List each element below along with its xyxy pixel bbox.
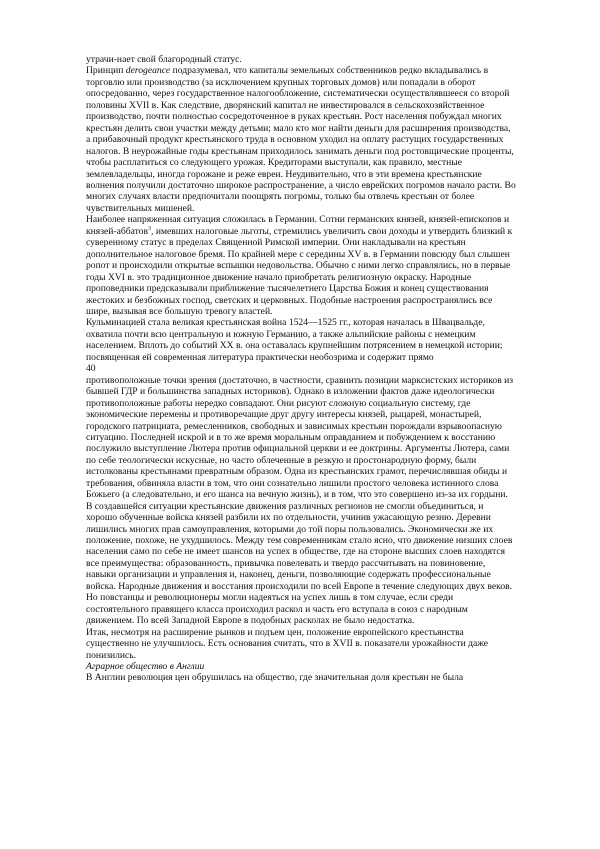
page-number: 40 xyxy=(86,363,96,375)
paragraph: противоположные точки зрения (достаточно, в частности, сравнить позиции марксистских историков из бывшей ГДР и большинства западных историков). Однако в изложении фактов даже идеологически противоположные работы нередко совпадают. Они рисуют сложную социальную систему, где экономические перемены и противоречащие друг другу интересы князей, рыцарей, монастырей, городского патрициата, ремесленников, свободных и зависимых крестьян порождали взрывоопасную ситуацию. Последней искрой и в то же время моральным оправданием и побуждением к восстанию послужило выступление Лютера против официальной церкви и ее доктрины. Аргументы Лютера, сами по себе теологически искусные, но часто облеченные в резкую и простонародную форму, были истолкованы крестьянами превратным образом. Одна из крестьянских грамот, перечислявшая обиды и требования, обвиняла власти в том, что они сознательно лишили простого человека истинного слова Божьего (а следовательно, и его шанса на вечную жизнь), и в том, что это совершено из-за их гордыни. xyxy=(86,374,514,501)
paragraph: В Англии революция цен обрушилась на общество, где значительная доля крестьян не была xyxy=(86,672,464,684)
text-run: , имевших налоговые льготы, стремились увеличить свои доходы и утвердить близкий к суверенному статус в пределах Священной Римской империи. Они накладывали на крестьян дополнительное налоговое бремя. По крайней мере с середины XV в. в Германии повсюду был слышен ропот и происходили открытые вспышки недовольства. Обычно с ними легко справлялись, но в первые годы XVI в. это традиционное движение начало приобретать религиозную окраску. Народные проповедники предсказывали приближение тысячелетнего Царства Божия и конец существования жестоких и безбожных господ, светских и церковных. Подобные настроения распространялись все шире, вызывая все большую тревогу властей. xyxy=(86,225,513,317)
section-heading: Аграрное общество в Англии xyxy=(86,661,205,673)
paragraph: В создавшейся ситуации крестьянские движения различных регионов не смогли объединиться, и хорошо обученные войска князей разбили их по отдельности, учинив ужасающую резню. Деревни лишились многих прав самоуправления, которыми до той поры пользовались. Экономически же их положение, похоже, не ухудшилось. Между тем современникам стало ясно, что движение низших слоев населения само по себе не имеет шансов на успех в обществе, где на стороне высших слоев находятся все преимущества: образованность, привычка повелевать и твердо рассчитывать на повиновение, навыки организации и управления и, наконец, деньги, позволяющие содержать профессиональные войска. Народные движения и восстания происходили по всей Европе в течение следующих двух веков. Но повстанцы и революционеры могли надеяться на успех лишь в том случае, если среди состоятельного правящего класса происходил раскол и часть его вступала в союз с народным движением. По всей Западной Европе в подобных расколах не было недостатка. xyxy=(86,500,513,627)
text-run: Принцип xyxy=(86,65,126,77)
paragraph: утрачи-нает свой благородный статус. xyxy=(86,54,242,65)
paragraph: Итак, несмотря на расширение рынков и подъем цен, положение европейского крестьянства существенно не улучшилось. Есть основания считать, что в XVII в. показатели урожайности даже понизились. xyxy=(86,626,489,661)
paragraph-germany xyxy=(86,214,516,317)
paragraph: Кульминацией стала великая крестьянская война 1524—1525 гг., которая началась в Швацвальде, охватила почти всю центральную и южную Германию, а также альпийские районы с немецким населением. Вплоть до событий XX в. она оставалась крупнейшим потрясением в немецкой истории; посвященная ей современная литература практически необозрима и содержит прямо xyxy=(86,317,503,363)
footnote-marker: 3 xyxy=(148,225,152,232)
text-run: подразумевал, что капиталы земельных собственников редко вкладывались в торговлю или производство (за исключением крупных торговых домов) или попадали в оборот опосредованно, через государственное налогообложение, систематически осуществлявшееся со второй половины XVII в. Как следствие, дворянский капитал не инвестировался в сельскохозяйственное производство, почти полностью сосредоточенное в руках крестьян. Рост населения побуждал многих крестьян делить свои участки между детьми; мало кто мог найти деньги для расширения производства, а прибавочный продукт крестьянского труда в основном уходил на оплату растущих государственных налогов. В неурожайные годы крестьянам приходилось занимать деньги под ростовщические проценты, чтобы расплатиться со следующего урожая. Кредиторами выступали, как правило, местные землевладельцы, иногда горожане и реже евреи. Неудивительно, что в эти времена крестьянские волнения получили достаточно широкое распространение, а число еврейских погромов начало расти. Во многих случаях власти предпочитали поощрять погромы, только бы отвлечь крестьян от более чувствительных мишеней. xyxy=(86,65,516,214)
document-page xyxy=(86,54,516,684)
italic-term: derogeance xyxy=(125,65,171,77)
paragraph-derogeance xyxy=(86,65,516,214)
text-run: Наиболее напряженная ситуация сложилась в Германии. Сотни германских князей, князей-епископов и князей-аббатов xyxy=(86,214,510,237)
